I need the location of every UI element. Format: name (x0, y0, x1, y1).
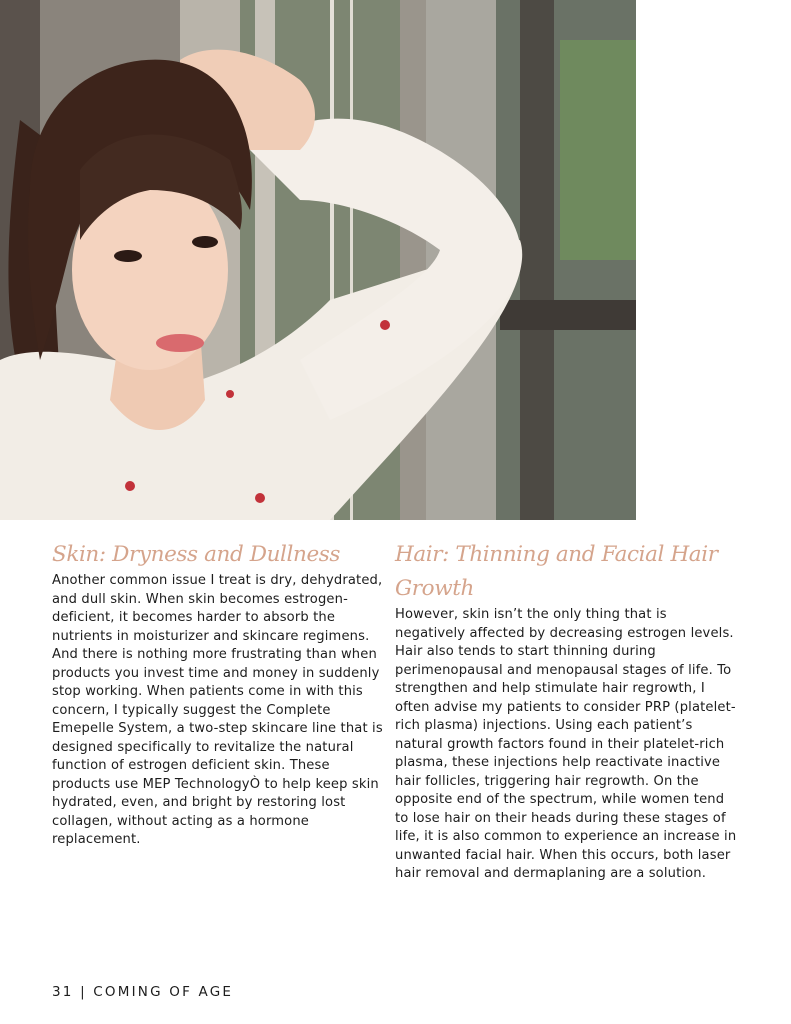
section-body-skin: Another common issue I treat is dry, dehydrated, and dull skin. When skin becomes estrogen-deficient, it becomes harder to absorb the nutrients in moisturizer and skincare regimens. And there is nothing more frustrating than when products you invest time and money in suddenly stop working. When patients come in with this concern, I typically suggest the Complete Emepelle System, a two-step skincare line that is designed specifically to revitalize the natural function of estrogen deficient skin. These products use MEP TechnologyÒ to help keep skin hydrated, even, and bright by restoring lost collagen, without acting as a hormone replacement. (52, 573, 383, 847)
woman-portrait-illustration (0, 0, 636, 520)
left-column (52, 538, 388, 850)
hero-photo (0, 0, 636, 520)
section-heading-hair: Hair: Thinning and Facial Hair Growth (395, 542, 718, 601)
page-footer: 31 | COMING OF AGE (52, 984, 234, 1000)
section-body-hair: However, skin isn’t the only thing that is negatively affected by decreasing estrogen levels. Hair also tends to start thinning during perimenopausal and menopausal stages of life. To strengthen and help stimulate hair regrowth, I often advise my patients to consider PRP (platelet-rich plasma) injections. Using each patient’s natural growth factors found in their platelet-rich plasma, these injections help reactivate inactive hair follicles, triggering hair regrowth. On the opposite end of the spectrum, while women tend to lose hair on their heads during these stages of life, it is also common to experience an increase in unwanted facial hair. When this occurs, both laser hair removal and dermaplaning are a solution. (395, 607, 737, 881)
section-heading-skin: Skin: Dryness and Dullness (52, 542, 341, 567)
right-column (395, 538, 740, 884)
